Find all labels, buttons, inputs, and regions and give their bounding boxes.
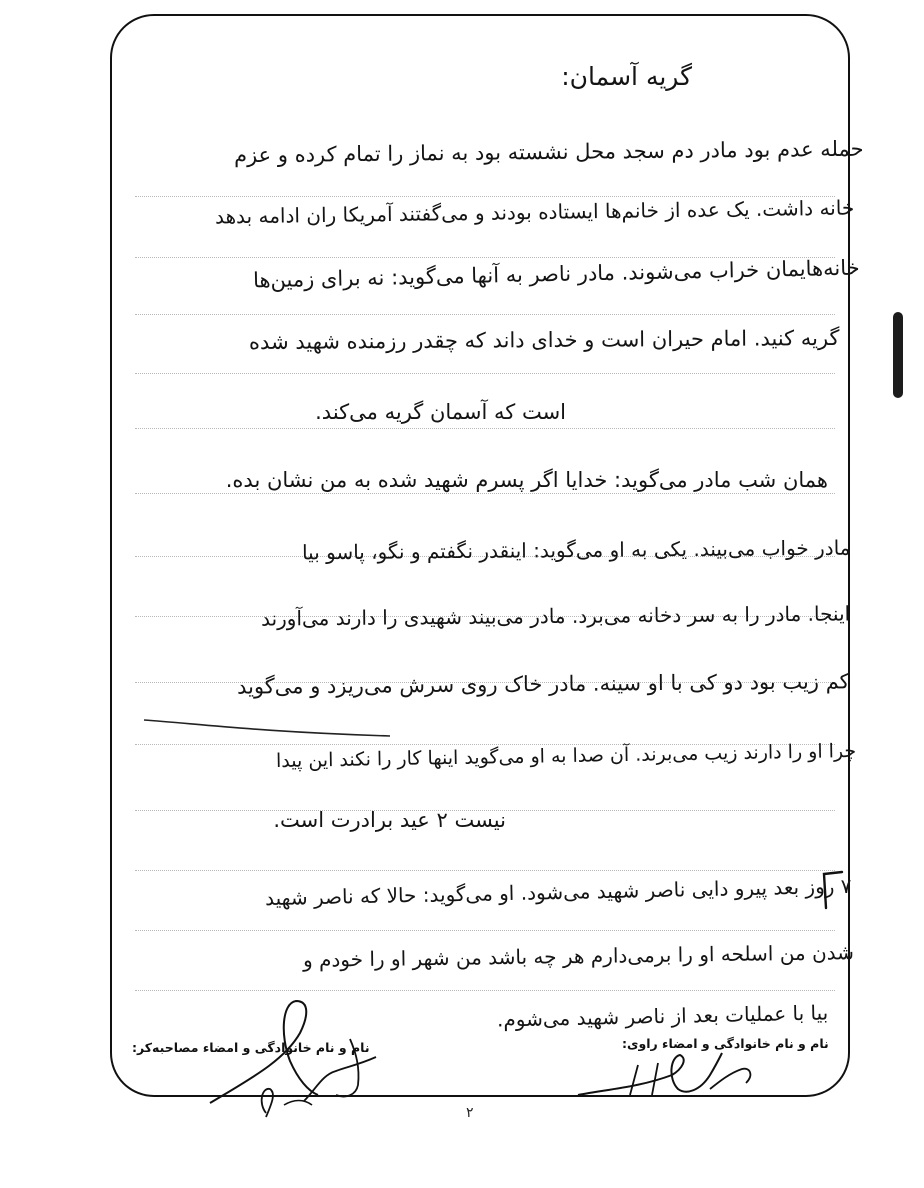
ruled-line — [135, 373, 835, 374]
interviewer-signature — [200, 995, 400, 1125]
text-line-11: نیست ۲ عید برادرت است. — [273, 808, 506, 832]
text-line-6: همان شب مادر می‌گوید: خدایا اگر پسرم شهید شده به من نشان بده. — [225, 468, 828, 492]
text-line-13: شدن من اسلحه او را برمی‌دارم هر چه باشد من شهر او را خودم و — [302, 940, 855, 972]
text-line-10: چرا او را دارند زیب می‌برند. آن صدا به او می‌گوید اینها کار را نکند این پیدا — [275, 739, 857, 773]
margin-bracket-mark — [818, 868, 848, 912]
narrator-signature-label: نام و نام خانوادگی و امضاء راوی: — [622, 1036, 829, 1051]
text-line-12: ۷ روز بعد پیرو دایی ناصر شهید می‌شود. او می‌گوید: حالا که ناصر شهید — [265, 873, 853, 911]
text-line-2: خانه داشت. یک عده از خانم‌ها ایستاده بودند و می‌گفتند آمریکا ران ادامه بدهد — [214, 195, 855, 229]
text-line-4: گریه کنید. امام حیران است و خدای داند که چقدر رزمنده شهید شده — [249, 325, 841, 355]
scan-edge-bar — [893, 312, 903, 398]
text-line-1: حمله عدم بود مادر دم سجد محل نشسته بود به نماز را تمام کرده و عزم — [234, 136, 865, 168]
ruled-line — [135, 870, 835, 871]
ruled-line — [135, 990, 835, 991]
interviewer-signature-label: نام و نام خانوادگی و امضاء مصاحبه‌کر: — [132, 1040, 370, 1055]
page-number: ۲ — [466, 1105, 474, 1121]
text-line-9: کم زیب بود دو کی با او سینه. مادر خاک روی سرش می‌ریزد و می‌گوید — [237, 669, 851, 699]
ruled-line — [135, 930, 835, 931]
text-line-8: اینجا. مادر را به سر دخانه می‌برد. مادر می‌بیند شهیدی را دارند می‌آورند — [260, 601, 851, 631]
text-line-5: است که آسمان گریه می‌کند. — [315, 400, 566, 424]
text-line-14: بیا با عملیات بعد از ناصر شهید می‌شوم. — [496, 1000, 829, 1032]
text-underline-stroke — [140, 710, 400, 750]
page-title: گریه آسمان: — [561, 62, 692, 91]
ruled-line — [135, 428, 835, 429]
ruled-line — [135, 493, 835, 494]
narrator-signature — [570, 1045, 760, 1105]
ruled-line — [135, 314, 835, 315]
text-line-3: خانه‌هایمان خراب می‌شوند. مادر ناصر به آنها می‌گوید: نه برای زمین‌ها — [253, 255, 861, 293]
text-line-7: مادر خواب می‌بیند. یکی به او می‌گوید: اینقدر نگفتم و نگو، پاسو بیا — [301, 535, 851, 565]
